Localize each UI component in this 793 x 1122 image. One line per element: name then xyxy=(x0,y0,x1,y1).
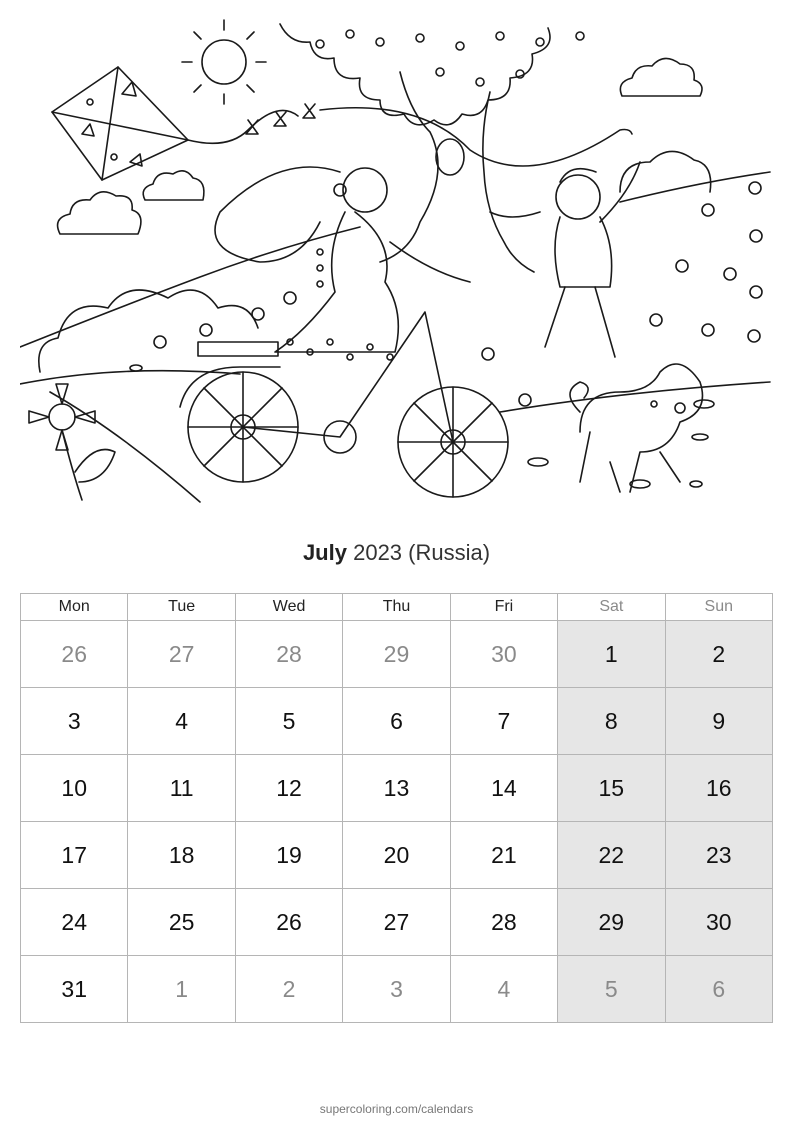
cloud-icon xyxy=(620,58,702,96)
sun-icon xyxy=(182,20,266,104)
calendar-body xyxy=(21,621,773,1023)
day-cell: 1 xyxy=(558,621,665,688)
day-cell: 29 xyxy=(558,889,665,956)
calendar-week-row xyxy=(21,956,773,1023)
day-cell: 30 xyxy=(450,621,557,688)
day-cell: 13 xyxy=(343,755,450,822)
weekday-header: Wed xyxy=(235,594,342,621)
day-cell: 20 xyxy=(343,822,450,889)
day-cell: 17 xyxy=(21,822,128,889)
daisy-icon xyxy=(29,384,115,500)
day-cell: 27 xyxy=(128,621,235,688)
calendar-week-row xyxy=(21,822,773,889)
day-cell: 1 xyxy=(128,956,235,1023)
bush-icon xyxy=(39,290,258,372)
day-cell: 4 xyxy=(450,956,557,1023)
calendar-week-row xyxy=(21,621,773,688)
weekday-header-row xyxy=(21,594,773,621)
bush-icon xyxy=(620,151,711,192)
weekday-header: Mon xyxy=(21,594,128,621)
day-cell: 23 xyxy=(665,822,772,889)
day-cell: 19 xyxy=(235,822,342,889)
day-cell: 18 xyxy=(128,822,235,889)
day-cell: 16 xyxy=(665,755,772,822)
day-cell: 31 xyxy=(21,956,128,1023)
day-cell: 29 xyxy=(343,621,450,688)
day-cell: 11 xyxy=(128,755,235,822)
day-cell: 24 xyxy=(21,889,128,956)
day-cell: 7 xyxy=(450,688,557,755)
weekday-header: Sun xyxy=(665,594,772,621)
day-cell: 3 xyxy=(21,688,128,755)
weekday-header: Fri xyxy=(450,594,557,621)
day-cell: 6 xyxy=(343,688,450,755)
kite-icon xyxy=(52,67,315,180)
day-cell: 26 xyxy=(235,889,342,956)
day-cell: 25 xyxy=(128,889,235,956)
boy-icon xyxy=(490,162,640,357)
calendar-week-row xyxy=(21,688,773,755)
weekday-header: Sat xyxy=(558,594,665,621)
cloud-icon xyxy=(58,192,141,234)
day-cell: 10 xyxy=(21,755,128,822)
dog-icon xyxy=(570,364,703,492)
day-cell: 9 xyxy=(665,688,772,755)
day-cell: 2 xyxy=(665,621,772,688)
calendar-week-row xyxy=(21,755,773,822)
calendar-grid xyxy=(20,593,773,1023)
day-cell: 5 xyxy=(235,688,342,755)
day-cell: 21 xyxy=(450,822,557,889)
calendar-week-row xyxy=(21,889,773,956)
month-name: July xyxy=(302,540,347,565)
girl-on-bicycle-icon xyxy=(180,167,508,497)
day-cell: 26 xyxy=(21,621,128,688)
day-cell: 28 xyxy=(235,621,342,688)
day-cell: 4 xyxy=(128,688,235,755)
footer-url: supercoloring.com/calendars xyxy=(319,1102,474,1116)
cloud-icon xyxy=(143,171,204,200)
calendar-title xyxy=(0,540,793,566)
weekday-header: Thu xyxy=(343,594,450,621)
weekday-header: Tue xyxy=(128,594,235,621)
day-cell: 12 xyxy=(235,755,342,822)
day-cell: 5 xyxy=(558,956,665,1023)
day-cell: 8 xyxy=(558,688,665,755)
day-cell: 6 xyxy=(665,956,772,1023)
day-cell: 28 xyxy=(450,889,557,956)
day-cell: 27 xyxy=(343,889,450,956)
year-country: 2023 (Russia) xyxy=(353,540,491,565)
day-cell: 2 xyxy=(235,956,342,1023)
tree-icon xyxy=(280,24,584,272)
day-cell: 15 xyxy=(558,755,665,822)
day-cell: 14 xyxy=(450,755,557,822)
day-cell: 22 xyxy=(558,822,665,889)
day-cell: 30 xyxy=(665,889,772,956)
day-cell: 3 xyxy=(343,956,450,1023)
coloring-illustration xyxy=(20,12,775,512)
